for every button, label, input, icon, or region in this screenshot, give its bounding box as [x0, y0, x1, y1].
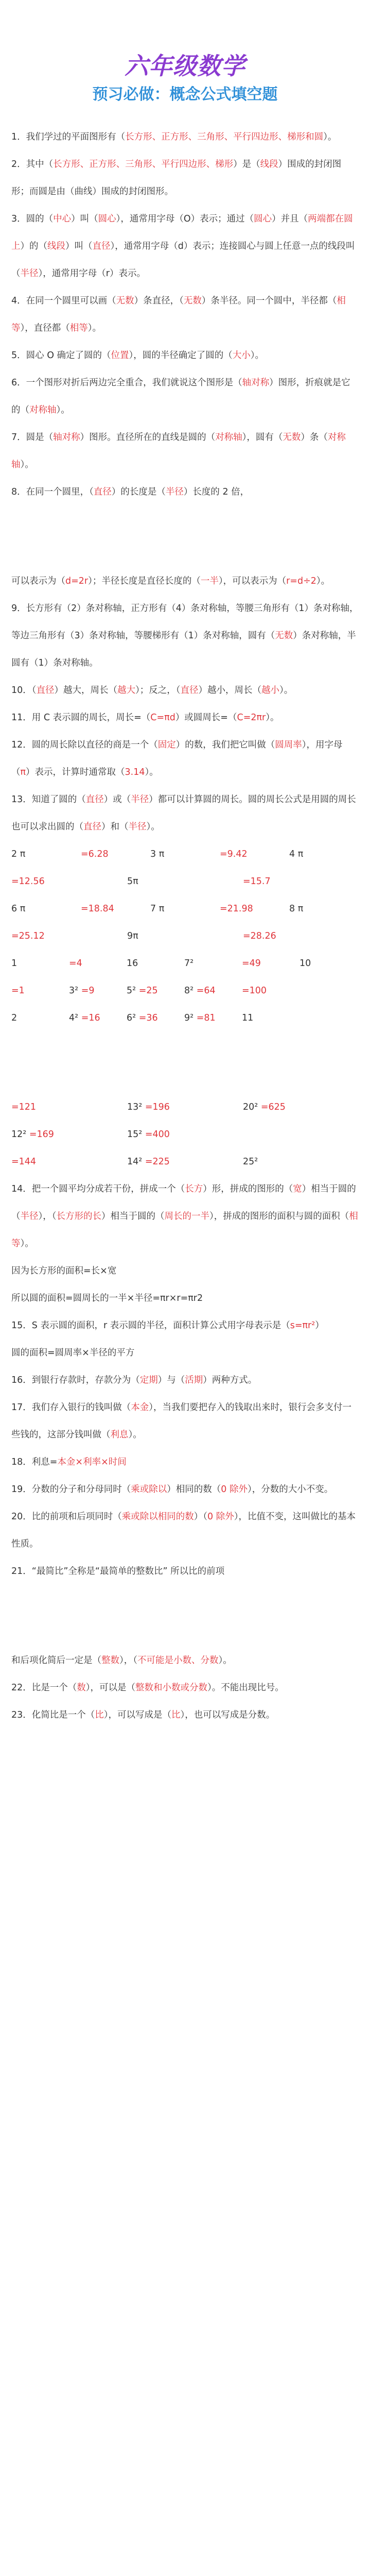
answer-text: 对称轴: [29, 405, 57, 415]
grid-cell: 15² =400: [127, 1129, 170, 1140]
question-text: 12．圆的周长除以直径的商是一个（: [11, 740, 158, 750]
question-text: 5．圆心 O 确定了圆的（: [11, 350, 111, 361]
grid-cell: =6.28: [81, 849, 109, 859]
paragraph: [11, 151, 359, 206]
answer-text: 宽: [293, 1184, 302, 1194]
answer-text: 相等: [69, 323, 88, 333]
page-title: 六年级数学: [125, 52, 245, 80]
paragraph: [11, 595, 359, 677]
question-text: 16．到银行存款时，存款分为（: [11, 1375, 140, 1385]
question-text: 18．利息=: [11, 1457, 58, 1467]
answer-text: 整数和小数或分数: [135, 1683, 208, 1693]
question-text: 3．圆的（: [11, 214, 54, 224]
question-text: ），当我们要把存入的钱取出来时，银行会多支付一些钱的，这部分钱叫做（: [11, 1402, 352, 1440]
question-text: ）与（: [157, 1375, 185, 1385]
paragraph: [11, 369, 359, 424]
question-text: ）。: [20, 1239, 34, 1249]
question-text: 7．圆是（: [11, 432, 54, 443]
grid-cell: 14² =225: [127, 1157, 170, 1167]
question-text: ）两种方式。: [203, 1375, 257, 1385]
answer-text: 大小: [232, 350, 251, 361]
answer-text: 长方形的长: [56, 1211, 101, 1222]
grid-cell: 2: [11, 1013, 17, 1023]
grid-cell: 1: [11, 958, 17, 969]
question-text: ）并且（: [272, 214, 308, 224]
answer-text: 乘或除以相同的数: [121, 1512, 194, 1522]
answer-text: 0 除外: [221, 1484, 248, 1495]
paragraph: [11, 1476, 359, 1503]
answer-text: 本金: [131, 1402, 149, 1413]
grid-cell: 9² =81: [184, 1013, 216, 1023]
paragraph: [11, 786, 359, 841]
answer-text: 长方形、正方形、三角形、平行四边形、梯形和圆: [125, 132, 324, 142]
grid-cell: 13² =196: [127, 1102, 170, 1112]
question-text: ），圆的半径确定了圆的（: [129, 350, 233, 361]
answer-text: 圆周率: [275, 740, 302, 750]
grid-cell: 16: [127, 958, 138, 969]
section-area-ratio: [11, 1176, 359, 1585]
answer-text: 一半: [200, 576, 219, 586]
question-text: 4．在同一个圆里可以画（: [11, 296, 116, 306]
question-text: ）（: [193, 1512, 208, 1522]
answer-text: C=2πr: [237, 713, 266, 723]
paragraph: [11, 479, 359, 506]
question-text: ）或圆周长=（: [175, 713, 237, 723]
question-text: 22．比是一个（: [11, 1683, 77, 1693]
question-text: ）越大，周长（: [54, 685, 118, 696]
answer-text: 固定: [157, 740, 176, 750]
answer-text: 中心: [53, 214, 72, 224]
grid-row: [11, 1005, 359, 1032]
question-text: ）相当于圆的（: [11, 1184, 356, 1222]
answer-text: 比: [95, 1710, 104, 1720]
question-text: ），也可以写成是分数。: [180, 1710, 275, 1720]
grid-cell: =25.12: [11, 931, 45, 941]
question-text: 11．用 C 表示圆的周长，周长=（: [11, 713, 151, 723]
question-text: 因为长方形的面积=长×宽: [11, 1266, 117, 1276]
question-text: ），比值不变，这叫做比的基本性质。: [11, 1512, 356, 1549]
question-text: ）都可以计算圆的周长。圆的周长公式是用圆的周长也可以求出圆的（: [11, 794, 356, 832]
question-text: ）图形，折痕就是它的（: [11, 378, 350, 415]
question-text: ），通常用字母（r）表示。: [38, 268, 146, 279]
grid-cell: =1: [11, 986, 25, 996]
question-text: ），可以表示为（: [218, 576, 287, 586]
answer-text: r=d÷2: [286, 576, 316, 586]
question-text: ）。: [250, 350, 265, 361]
question-text: ）。: [146, 822, 160, 832]
paragraph: [11, 1449, 359, 1476]
pi-multiples-grid: [11, 841, 359, 950]
question-text: ）条对称轴，半圆有（1）条对称轴。: [11, 631, 356, 668]
question-text: ）相当于圆的（: [101, 1211, 165, 1222]
answer-text: 直径: [85, 794, 104, 805]
question-text: ），可以是（: [85, 1683, 136, 1693]
paragraph: [11, 677, 359, 704]
answer-text: 数: [77, 1683, 86, 1693]
answer-text: 3.14: [125, 767, 145, 777]
paragraph: [11, 1367, 359, 1394]
paragraph: [11, 206, 359, 287]
answer-text: 直径: [83, 822, 101, 832]
grid-cell: 7²: [184, 958, 194, 969]
question-text: ）表示，计算时通常取（: [26, 767, 125, 777]
question-text: ），通常用字母（d）表示；连接圆心与圆上任意一点的线段叫（: [11, 241, 355, 279]
answer-text: 无数: [116, 296, 134, 306]
question-text: ），可以写成是（: [103, 1710, 172, 1720]
grid-cell: 4 π: [289, 849, 304, 859]
grid-row: [11, 895, 359, 923]
question-text: 2．其中（: [11, 159, 54, 170]
answer-text: 比: [171, 1710, 181, 1720]
answer-text: 对称轴: [11, 432, 346, 470]
question-text: ），（: [38, 1211, 57, 1222]
paragraph: [11, 1285, 359, 1312]
grid-cell: 6² =36: [127, 1013, 158, 1023]
answer-text: 越小: [261, 685, 280, 696]
question-text: ）的（: [20, 241, 47, 251]
answer-text: 无数: [275, 631, 293, 641]
grid-row: [11, 977, 359, 1005]
question-text: 20．比的前项和后项同时（: [11, 1512, 122, 1522]
question-text: ），分数的大小不变。: [247, 1484, 333, 1495]
grid-cell: 3 π: [150, 849, 165, 859]
answer-text: 周长的一半: [164, 1211, 209, 1222]
question-text: ）是（: [233, 159, 260, 170]
paragraph: [11, 1312, 359, 1340]
grid-cell: 9π: [127, 931, 138, 941]
answer-text: 半径: [128, 822, 147, 832]
grid-cell: =12.56: [11, 876, 45, 887]
grid-cell: 3² =9: [69, 986, 95, 996]
answer-text: 位置: [111, 350, 129, 361]
question-text: ）；半径长度是直径长度的（: [88, 576, 201, 586]
question-text: ）。: [56, 405, 70, 415]
question-text: ），圆有（: [242, 432, 283, 443]
question-text: ）。: [266, 713, 279, 723]
grid-row: [11, 1094, 359, 1121]
question-text: 23．化简比是一个（: [11, 1710, 95, 1720]
grid-cell: 5² =25: [127, 986, 158, 996]
question-text: ）形，拼成的图形的（: [203, 1184, 293, 1194]
grid-cell: =18.84: [81, 904, 114, 914]
paragraph: [11, 1340, 359, 1367]
grid-cell: 2 π: [11, 849, 26, 859]
section-ratio: [11, 1647, 359, 1729]
paragraph: [11, 1176, 359, 1258]
question-text: ）叫（: [65, 241, 93, 251]
answer-text: 无数: [283, 432, 301, 443]
answer-text: 两端都在圆上: [11, 214, 353, 251]
paragraph: [11, 704, 359, 732]
question-text: 圆的面积=圆周率×半径的平方: [11, 1348, 135, 1358]
question-text: ）越小，周长（: [198, 685, 262, 696]
paragraph: [11, 1647, 359, 1674]
answer-text: 长方形、正方形、三角形、平行四边形、梯形: [53, 159, 234, 170]
content-body: [11, 124, 359, 1729]
grid-cell: 12² =169: [11, 1129, 54, 1140]
grid-cell: 4² =16: [69, 1013, 100, 1023]
question-text: ）。: [218, 1655, 232, 1666]
question-text: ），通常用字母（O）表示；通过（: [116, 214, 254, 224]
answer-text: 轴对称: [53, 432, 80, 443]
question-text: ）；反之，（: [135, 685, 181, 696]
grid-cell: =100: [242, 986, 267, 996]
squares-grid-2: [11, 1094, 359, 1176]
grid-cell: 8² =64: [184, 986, 216, 996]
answer-text: 活期: [185, 1375, 203, 1385]
paragraph: [11, 1394, 359, 1449]
question-text: ），直径都（: [20, 323, 70, 333]
question-text: ）。: [323, 132, 337, 142]
answer-text: 半径: [20, 1211, 39, 1222]
question-text: ）条半径。同一个圆中，半径都（: [201, 296, 337, 306]
question-text: ）的长度是（: [111, 487, 166, 497]
answer-text: 利息: [110, 1430, 129, 1440]
paragraph: [11, 1702, 359, 1729]
answer-text: 定期: [139, 1375, 158, 1385]
paragraph: [11, 1258, 359, 1285]
answer-text: 直径: [180, 685, 199, 696]
grid-cell: =21.98: [220, 904, 253, 914]
paragraph: [11, 732, 359, 786]
question-text: 所以圆的面积=圆周长的一半×半径=πr×r=πr2: [11, 1293, 203, 1303]
section-formulas: [11, 568, 359, 841]
grid-cell: =15.7: [243, 876, 271, 887]
answer-text: d=2r: [65, 576, 89, 586]
question-text: 和后项化简后一定是（: [11, 1655, 101, 1666]
grid-cell: =144: [11, 1157, 37, 1167]
grid-row: [11, 950, 359, 977]
question-text: 14．把一个圆平均分成若干份，拼成一个（: [11, 1184, 185, 1194]
paragraph: [11, 1674, 359, 1702]
answer-text: 线段: [47, 241, 65, 251]
paragraph: [11, 124, 359, 151]
question-text: ）。: [279, 685, 293, 696]
question-text: 9．长方形有（2）条对称轴，正方形有（4）条对称轴，等腰三角形有（1）条对称轴，等边三角形有（3）条对称轴，等腰梯形有（1）条对称轴，圆有（: [11, 603, 359, 641]
answer-text: 相等: [11, 296, 346, 333]
answer-text: 圆心: [254, 214, 272, 224]
answer-text: 对称轴: [215, 432, 242, 443]
paragraph: [11, 1503, 359, 1558]
question-text: ）。: [20, 460, 34, 470]
question-text: 13．知道了圆的（: [11, 794, 86, 805]
grid-cell: 10: [299, 958, 311, 969]
question-text: ）。: [87, 323, 101, 333]
question-text: ）或（: [103, 794, 131, 805]
grid-cell: =121: [11, 1102, 37, 1112]
question-text: ）的数，我们把它叫做（: [175, 740, 275, 750]
answer-text: 无数: [183, 296, 202, 306]
question-text: 6．一个图形对折后两边完全重合，我们就说这个图形是（: [11, 378, 242, 388]
answer-text: 半径: [20, 268, 39, 279]
grid-row: [11, 841, 359, 868]
paragraph: [11, 287, 359, 342]
question-text: ）条直径，（: [134, 296, 184, 306]
grid-row: [11, 1148, 359, 1176]
squares-grid: [11, 950, 359, 1032]
question-text: ），用字母（: [11, 740, 343, 777]
grid-cell: 8 π: [289, 904, 304, 914]
answer-text: 整数: [101, 1655, 119, 1666]
answer-text: 0 除外: [207, 1512, 234, 1522]
question-text: ），（: [119, 1655, 137, 1666]
question-text: ）。: [128, 1430, 142, 1440]
answer-text: 半径: [165, 487, 184, 497]
grid-cell: =4: [69, 958, 82, 969]
question-text: ）围成的封闭图形；而圆是由（曲线）围成的封闭图形。: [11, 159, 342, 197]
question-text: 15．S 表示圆的面积，r 表示圆的半径，面积计算公式用字母表示是（: [11, 1320, 290, 1331]
answer-text: 直径: [93, 487, 112, 497]
answer-text: 乘或除以: [131, 1484, 167, 1495]
grid-cell: =9.42: [220, 849, 248, 859]
grid-cell: 7 π: [150, 904, 165, 914]
question-text: ）。: [145, 767, 158, 777]
grid-cell: 11: [242, 1013, 254, 1023]
question-text: 19．分数的分子和分母同时（: [11, 1484, 131, 1495]
answer-text: 直径: [92, 241, 111, 251]
answer-text: 长方: [185, 1184, 203, 1194]
question-text: ），拼成的图形的面积与圆的面积（: [209, 1211, 349, 1222]
answer-text: s=πr²: [290, 1320, 315, 1331]
paragraph: [11, 424, 359, 479]
question-text: 17．我们存入银行的钱叫做（: [11, 1402, 131, 1413]
answer-text: 不可能是小数、分数: [137, 1655, 219, 1666]
answer-text: 相等: [11, 1211, 358, 1249]
grid-cell: 6 π: [11, 904, 26, 914]
answer-text: C=πd: [150, 713, 175, 723]
question-text: ）长度的 2 倍，: [183, 487, 250, 497]
grid-row: [11, 1121, 359, 1148]
question-text: 可以表示为（: [11, 576, 65, 586]
grid-row: [11, 923, 359, 950]
paragraph: [11, 342, 359, 369]
grid-cell: =28.26: [243, 931, 276, 941]
answer-text: π: [20, 767, 26, 777]
question-text: 10．（: [11, 685, 37, 696]
question-text: 1．我们学过的平面图形有（: [11, 132, 126, 142]
question-text: ）叫（: [71, 214, 98, 224]
grid-cell: =49: [242, 958, 261, 969]
grid-cell: 25²: [243, 1157, 258, 1167]
answer-text: 轴对称: [242, 378, 270, 388]
answer-text: 越大: [117, 685, 136, 696]
grid-row: [11, 868, 359, 895]
answer-text: 半径: [131, 794, 149, 805]
answer-text: 本金×利率×时间: [57, 1457, 127, 1467]
question-text: ）条（: [301, 432, 328, 443]
answer-text: 圆心: [98, 214, 116, 224]
question-text: ）。: [316, 576, 330, 586]
question-text: ）和（: [101, 822, 129, 832]
question-text: ）。不能出现比号。: [207, 1683, 284, 1693]
answer-text: 直径: [36, 685, 55, 696]
section-definitions: [11, 124, 359, 506]
question-text: 21．“最简比”全称是“最简单的整数比” 所以比的前项: [11, 1566, 225, 1577]
paragraph: [11, 568, 359, 595]
question-text: ）: [315, 1320, 324, 1331]
question-text: ）图形。直径所在的直线是圆的（: [80, 432, 216, 443]
grid-cell: 20² =625: [243, 1102, 286, 1112]
grid-cell: 5π: [127, 876, 138, 887]
paragraph: [11, 1558, 359, 1585]
question-text: ）相同的数（: [167, 1484, 221, 1495]
answer-text: 线段: [260, 159, 278, 170]
page-subtitle: 预习必做：概念公式填空题: [92, 86, 278, 104]
question-text: 8．在同一个圆里，（: [11, 487, 94, 497]
